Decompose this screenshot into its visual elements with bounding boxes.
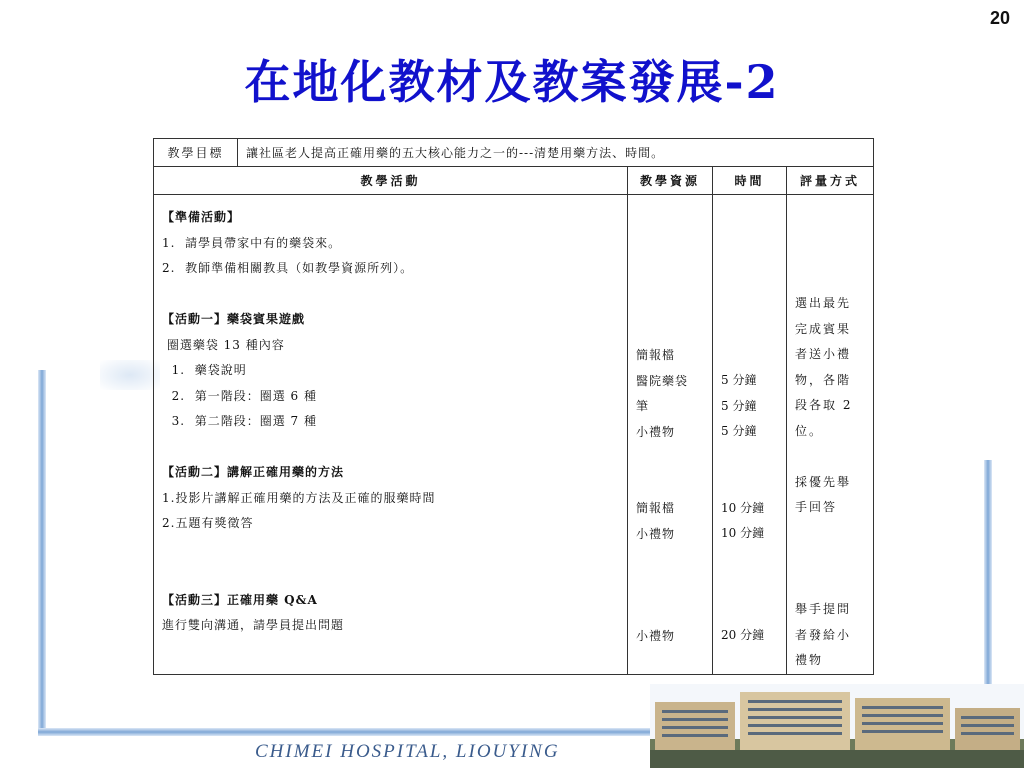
frame-bottom-line — [38, 728, 698, 736]
header-evaluation: 評量方式 — [787, 167, 874, 195]
header-resources: 教學資源 — [628, 167, 713, 195]
evaluation-line: 舉手提問 — [795, 602, 852, 616]
evaluation-line: 選出最先 — [795, 296, 852, 310]
activity-line: 【準備活動】 — [162, 210, 241, 224]
evaluation-line — [795, 572, 873, 598]
evaluation-line: 者送小禮 — [795, 347, 852, 361]
activity-line — [162, 562, 627, 588]
evaluation-line: 位。 — [795, 423, 824, 438]
hospital-building-image — [650, 684, 1024, 768]
activity-line: 1. 請學員帶家中有的藥袋來。 — [162, 235, 342, 250]
time-cell — [713, 195, 787, 675]
activity-line: 2. 教師準備相關教具（如教學資源所列）。 — [162, 261, 414, 275]
activity-line — [162, 282, 627, 308]
evaluation-line: 採優先舉 — [795, 474, 852, 489]
activity-line — [162, 537, 627, 563]
activity-line: 【活動二】講解正確用藥的方法 — [162, 465, 345, 479]
resource-line: 簡報檔 — [636, 348, 676, 362]
activity-line: 2.五題有獎徵答 — [162, 516, 254, 530]
lesson-plan-table — [153, 138, 873, 675]
evaluation-line: 手回答 — [795, 500, 838, 514]
resource-line: 小禮物 — [636, 424, 676, 439]
activity-cell — [154, 195, 628, 675]
activity-line: 1. 藥袋說明 — [162, 363, 247, 377]
time-line — [721, 470, 786, 496]
evaluation-line: 完成賓果 — [795, 321, 852, 336]
activity-line: 圈選藥袋 13 種內容 — [162, 337, 285, 352]
time-line — [721, 547, 786, 573]
evaluation-line — [795, 521, 873, 547]
time-line: 10 分鐘 — [721, 500, 765, 515]
activity-line: 3. 第二階段：圈選 7 種 — [162, 414, 317, 428]
time-line — [721, 572, 786, 598]
slide-title: 在地化教材及教案發展-2 — [244, 55, 780, 109]
footer-hospital-name: CHIMEI HOSPITAL, LIOUYING — [255, 741, 560, 762]
time-line — [721, 598, 786, 624]
resource-line — [636, 547, 712, 573]
header-activity: 教學活動 — [154, 167, 628, 195]
resource-line — [636, 573, 712, 599]
time-line: 5 分鐘 — [721, 373, 757, 387]
slide-number: 20 — [989, 8, 1010, 28]
evaluation-line: 者發給小 — [795, 627, 852, 642]
activity-line: 【活動三】正確用藥 Q&A — [162, 592, 318, 607]
activity-line — [162, 435, 627, 461]
evaluation-line: 禮物 — [795, 653, 824, 667]
resource-line: 簡報檔 — [636, 501, 676, 515]
resource-line — [636, 598, 712, 624]
time-line: 20 分鐘 — [721, 628, 765, 642]
resource-line — [636, 471, 712, 497]
activity-line: 1.投影片講解正確用藥的方法及正確的服藥時間 — [162, 490, 436, 505]
time-line — [721, 445, 786, 471]
header-time: 時間 — [713, 167, 787, 195]
frame-glow — [100, 360, 160, 390]
resources-cell — [628, 195, 713, 675]
time-line: 5 分鐘 — [721, 424, 757, 438]
resource-line: 小禮物 — [636, 526, 676, 541]
evaluation-line — [795, 546, 873, 572]
resource-line — [636, 445, 712, 471]
resource-line: 醫院藥袋 — [636, 373, 689, 388]
goal-text: 讓社區老人提高正確用藥的五大核心能力之一的---清楚用藥方法、時間。 — [238, 139, 874, 167]
resource-line: 小禮物 — [636, 628, 676, 643]
activity-line: 進行雙向溝通，請學員提出問題 — [162, 618, 345, 632]
frame-left-line — [38, 370, 46, 730]
resource-line: 筆 — [636, 399, 650, 413]
frame-right-line — [984, 460, 992, 720]
time-line: 10 分鐘 — [721, 526, 765, 540]
evaluation-line — [795, 444, 873, 470]
activity-line: 【活動一】藥袋賓果遊戲 — [162, 312, 306, 326]
activity-line: 2. 第一階段：圈選 6 種 — [162, 388, 317, 403]
evaluation-line: 段各取 2 — [795, 398, 853, 412]
evaluation-cell — [787, 195, 874, 675]
time-line: 5 分鐘 — [721, 398, 757, 413]
goal-label: 教學目標 — [154, 139, 238, 167]
evaluation-line: 物，各階 — [795, 372, 852, 387]
